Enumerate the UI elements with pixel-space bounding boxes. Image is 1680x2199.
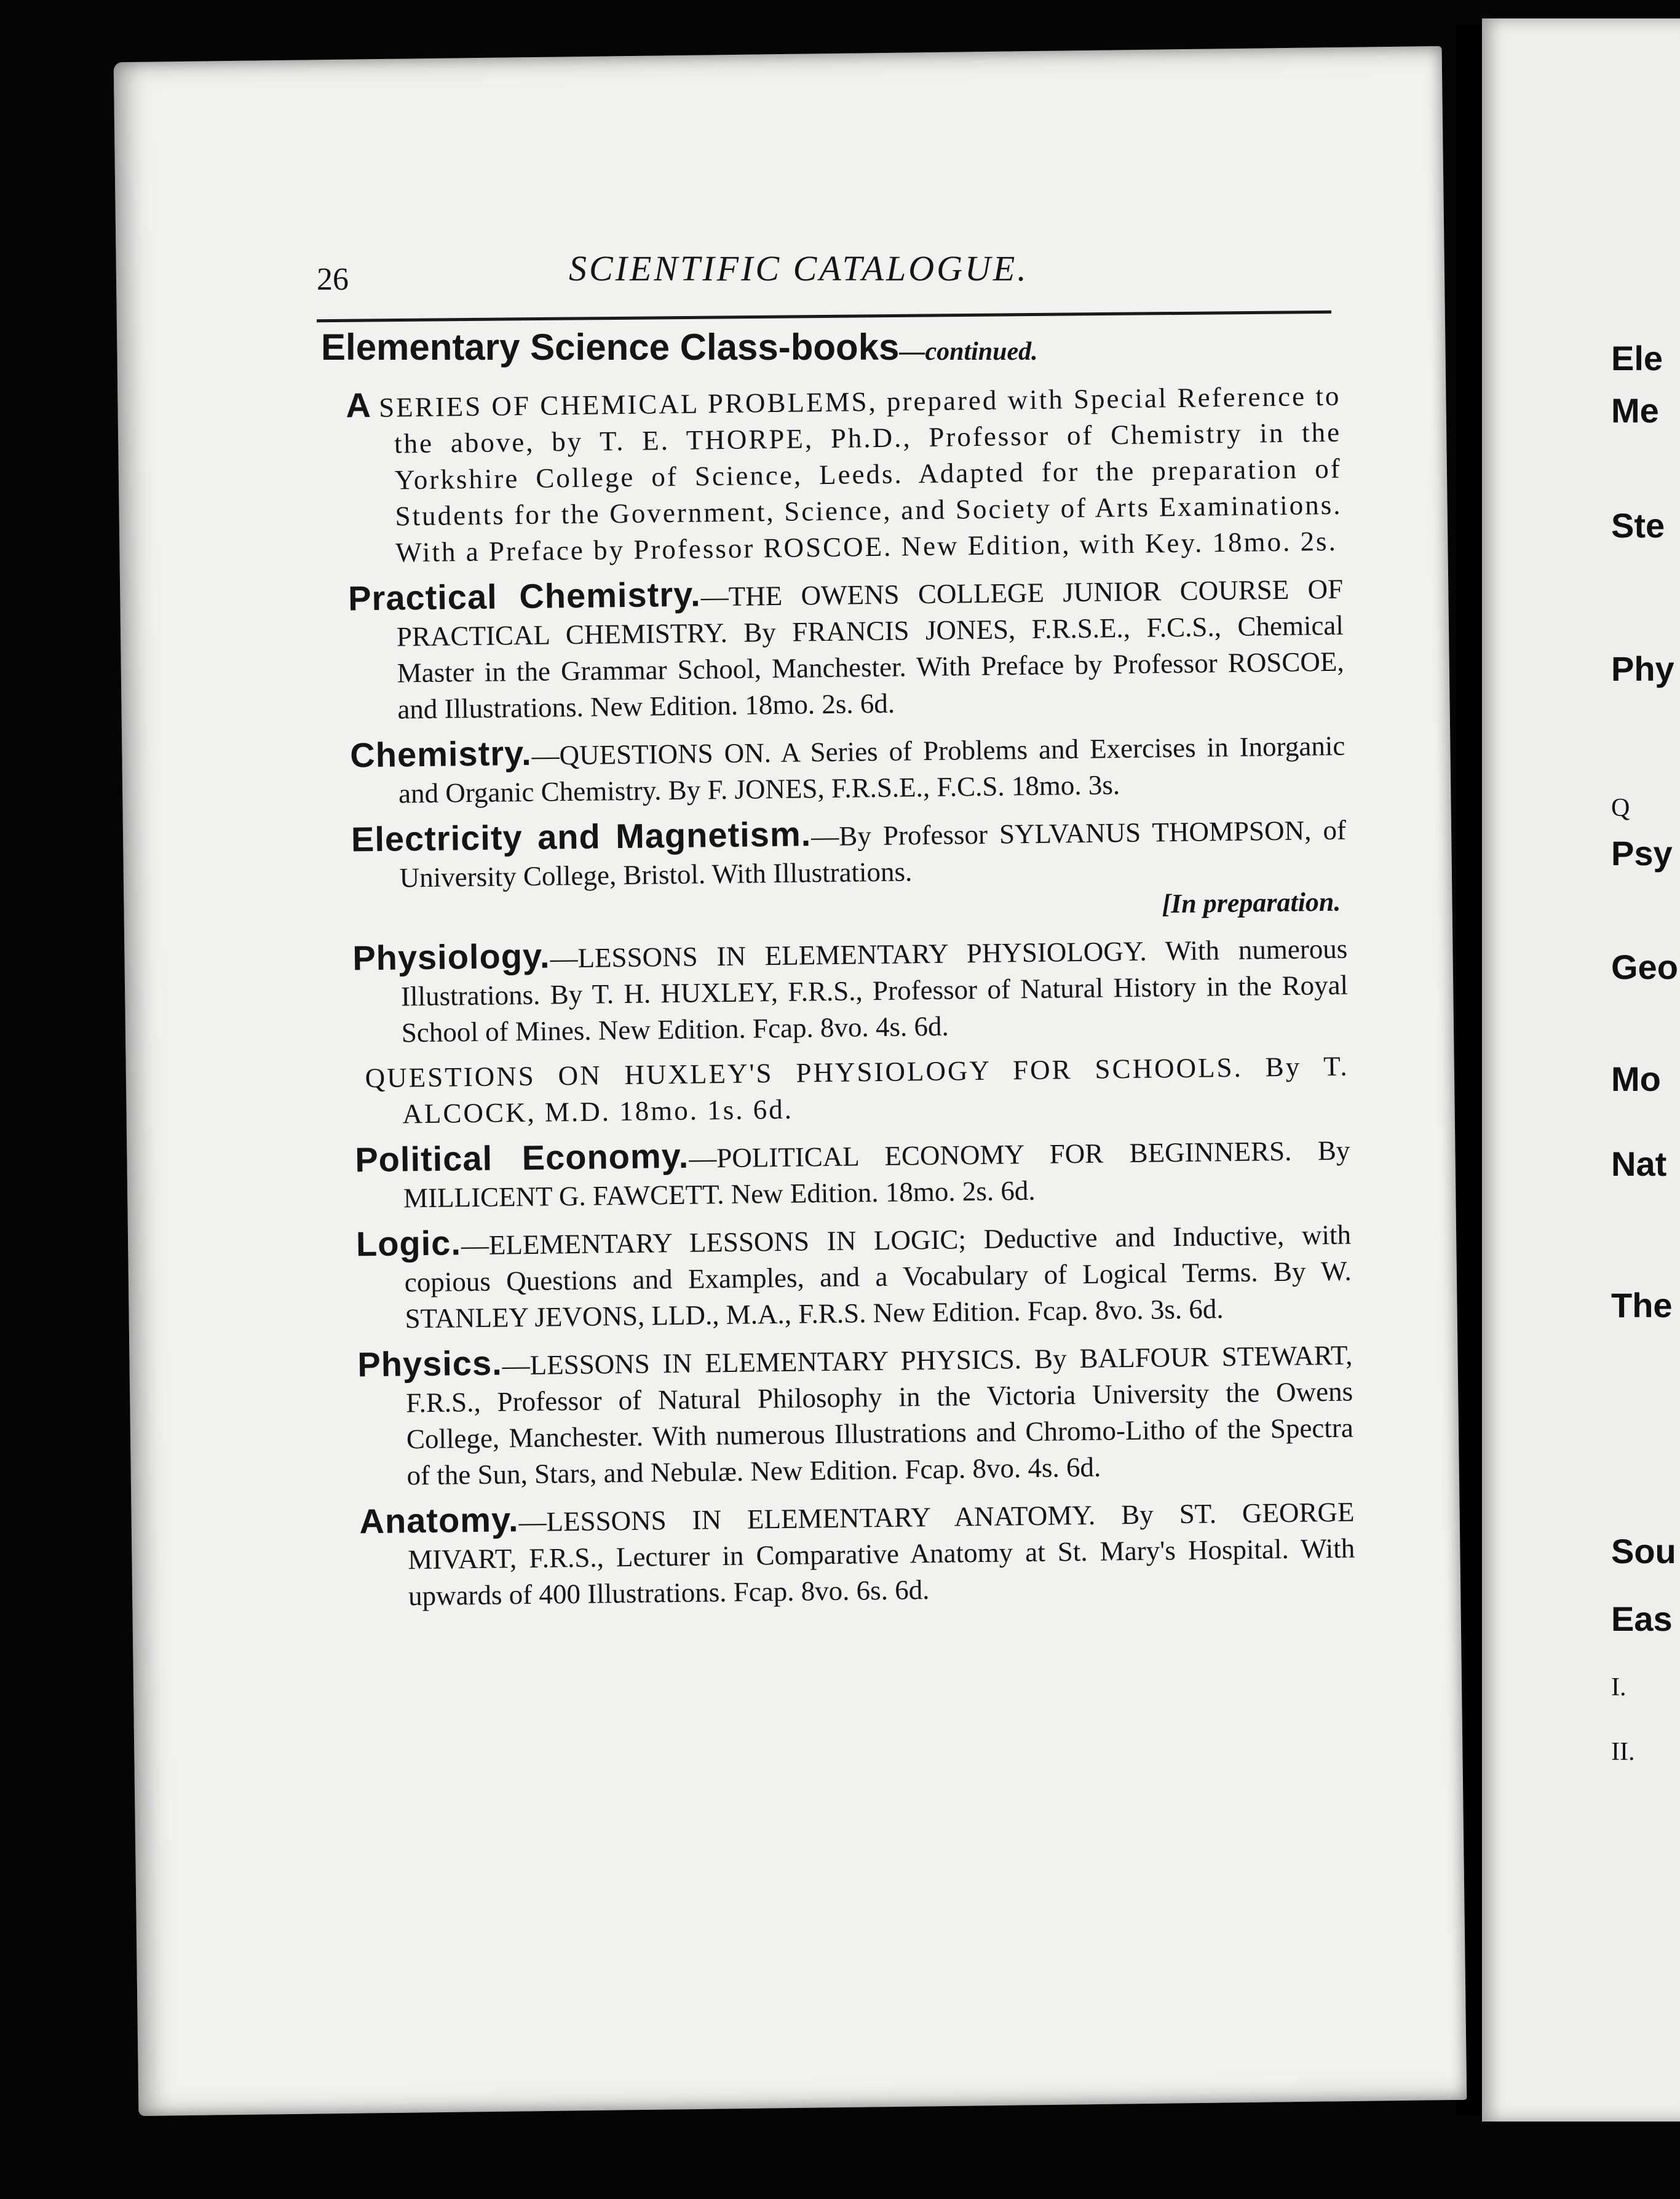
entry-text: —LESSONS IN ELEMENTARY PHYSIOLOGY. With numerous Illustrations. By T. H. HUXLEY, F.R.S., Professor of Natural History in the Royal School of Mines. New Edition. Fcap. 8vo. 4s. 6d. <box>400 933 1349 1048</box>
right-fragment: Q <box>1611 794 1630 822</box>
entry-text: —LESSONS IN ELEMENTARY PHYSICS. By BALFOUR STEWART, F.R.S., Professor of Natural Philosophy in the Victoria University the Owens College, Manchester. With numerous Illustrations and Chromo-Litho of the Spectra of the Sun, Stars, and Nebulæ. New Edition. Fcap. 8vo. 4s. 6d. <box>405 1339 1354 1491</box>
section-title: Elementary Science Class-books <box>321 327 900 368</box>
entry-text: —THE OWENS COLLEGE JUNIOR COURSE OF PRACTICAL CHEMISTRY. By FRANCIS JONES, F.R.S.E., F.C.S., Chemical Master in the Grammar School, Manchester. With Preface by Professor ROSCOE, and Illustrations. New Edition. 18mo. 2s. 6d. <box>396 573 1344 725</box>
entry-title: Political Economy. <box>354 1136 689 1179</box>
section-heading <box>321 326 1366 368</box>
right-fragment: II. <box>1611 1738 1635 1766</box>
entry-lead: A <box>345 385 372 425</box>
right-fragment: Mo <box>1611 1060 1661 1098</box>
catalogue-entry <box>324 725 1345 813</box>
entry-text: —ELEMENTARY LESSONS IN LOGIC; Deductive and Inductive, with copious Questions and Examples, and a Vocabulary of Logical Terms. By W. STANLEY JEVONS, LLD., M.A., F.R.S. New Edition. Fcap. 8vo. 3s. 6d. <box>404 1219 1352 1334</box>
catalogue-entry <box>327 928 1349 1052</box>
right-fragment: Sou <box>1611 1532 1676 1571</box>
right-fragment: The <box>1611 1286 1673 1325</box>
entry-text: SERIES OF CHEMICAL PROBLEMS, prepared with Special Reference to the above, by T. E. THORPE, Ph.D., Professor of Chemistry in the Yorkshire College of Science, Leeds. Adapted for the preparation of Students for the Government, Science, and Society of Arts Examinations. With a Preface by Professor ROSCOE. New Edition, with Key. 18mo. 2s. <box>378 380 1342 568</box>
catalogue-entry <box>329 1130 1350 1218</box>
section-continued: —continued. <box>899 338 1038 366</box>
entry-title: Physics. <box>357 1343 503 1384</box>
page-header <box>317 248 1362 315</box>
entry-title: Logic. <box>355 1223 462 1264</box>
right-fragment: Ste <box>1611 506 1665 545</box>
right-fragment: Ele <box>1611 339 1663 378</box>
right-fragment: Nat <box>1611 1144 1667 1183</box>
running-title: SCIENTIFIC CATALOGUE. <box>569 248 1029 288</box>
entry-title: Chemistry. <box>349 733 532 775</box>
catalogue-entry <box>320 375 1343 572</box>
catalogue-entry <box>322 568 1345 729</box>
right-fragment: Me <box>1611 391 1659 430</box>
right-fragment: Eas <box>1611 1599 1673 1638</box>
entry-text: —By Professor SYLVANUS THOMPSON, of University College, Bristol. With Illustrations. <box>399 814 1347 893</box>
entry-title: Physiology. <box>352 936 550 978</box>
right-page-fragments <box>1611 0 1680 2199</box>
right-fragment: I. <box>1611 1673 1627 1702</box>
right-fragment: Psy <box>1611 834 1673 873</box>
entry-note: [In preparation. <box>1162 886 1341 919</box>
catalogue-entry <box>325 809 1347 932</box>
catalogue-entry <box>331 1334 1354 1495</box>
catalogue-entries <box>320 375 1355 1624</box>
entry-text: —LESSONS IN ELEMENTARY ANATOMY. By ST. GEORGE MIVART, F.R.S., Lecturer in Comparative Anatomy at St. Mary's Hospital. With upwards of 400 Illustrations. Fcap. 8vo. 6s. 6d. <box>407 1496 1355 1612</box>
entry-title: Anatomy. <box>359 1500 519 1541</box>
catalogue-entry <box>330 1214 1352 1338</box>
entry-text: QUESTIONS ON HUXLEY'S PHYSIOLOGY FOR SCHOOLS. By T. ALCOCK, M.D. 18mo. 1s. 6d. <box>365 1050 1349 1130</box>
entry-text: —POLITICAL ECONOMY FOR BEGINNERS. By MILLICENT G. FAWCETT. New Edition. 18mo. 2s. 6d. <box>403 1135 1350 1214</box>
catalogue-entry <box>333 1491 1355 1615</box>
entry-title: Electricity and Magnetism. <box>351 814 812 859</box>
entry-text: —QUESTIONS ON. A Series of Problems and Exercises in Inorganic and Organic Chemistry. By F. JONES, F.R.S.E., F.C.S. 18mo. 3s. <box>398 730 1345 809</box>
right-fragment: Geo <box>1611 948 1678 986</box>
entry-title: Practical Chemistry. <box>347 574 702 618</box>
right-fragment: Phy <box>1611 649 1674 688</box>
page-number: 26 <box>317 262 349 297</box>
catalogue-entry <box>328 1048 1349 1133</box>
